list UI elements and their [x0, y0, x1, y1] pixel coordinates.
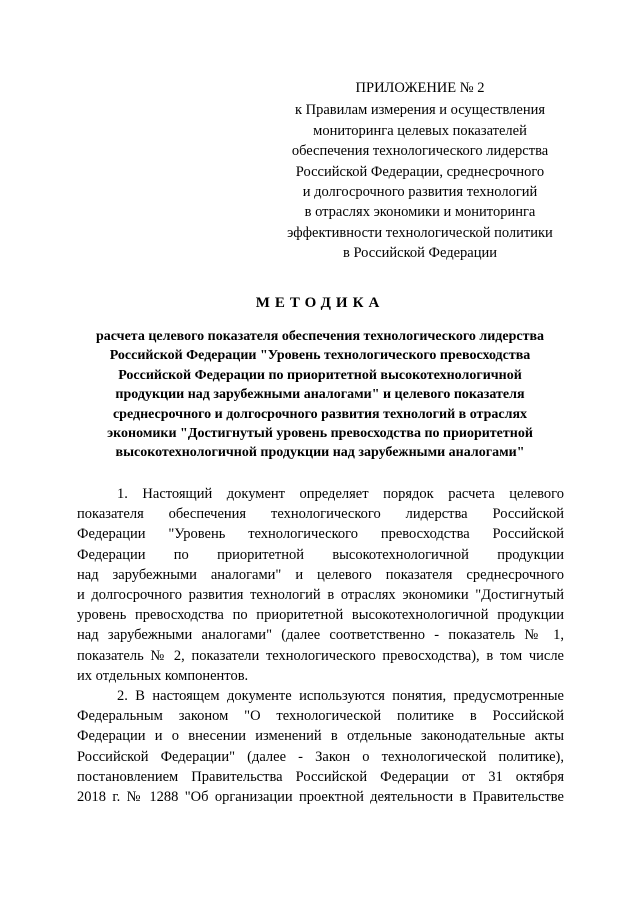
appendix-line: в Российской Федерации [342, 245, 498, 262]
subtitle-line: продукции над зарубежными аналогами" и целевого показателя [115, 387, 525, 403]
appendix-line: Российской Федерации, среднесрочного [295, 163, 545, 180]
paragraph-line: Федерации и о внесении изменений в отдельные законодательные акты [77, 728, 564, 745]
appendix-line: к Правилам измерения и осуществления [294, 102, 546, 119]
subtitle-line: Российской Федерации "Уровень технологического превосходства [109, 348, 531, 364]
appendix-line: эффективности технологической политики [287, 224, 553, 241]
subtitle-line: высокотехнологичной продукции над зарубежными аналогами" [115, 445, 525, 461]
appendix-block [270, 78, 570, 264]
document-subtitle [70, 327, 570, 463]
paragraph-line: Российской Федерации" (далее - Закон о технологической политике), [77, 748, 564, 765]
paragraph-line: над зарубежными аналогами" и целевого показателя среднесрочного [77, 566, 564, 583]
subtitle-line: среднесрочного и долгосрочного развития технологий в отраслях [112, 406, 528, 422]
paragraph-line: уровень превосходства по приоритетной высокотехнологичной продукции [77, 607, 564, 624]
paragraph-line: Федеральным законом "О технологической политике в Российской [77, 708, 564, 725]
appendix-line: мониторинга целевых показателей [313, 122, 527, 139]
subtitle-line: экономики "Достигнутый уровень превосходства по приоритетной [107, 426, 533, 442]
paragraph-line: и долгосрочного развития технологий в отраслях экономики "Достигнутый [77, 587, 564, 604]
paragraph-line: 2. В настоящем документе используются понятия, предусмотренные [117, 688, 564, 705]
paragraph-2 [77, 686, 564, 807]
paragraph-line: постановлением Правительства Российской Федерации от 31 октября [77, 768, 564, 785]
document-body [77, 484, 564, 807]
appendix-line: обеспечения технологического лидерства [291, 143, 549, 160]
paragraph-line: показателя обеспечения технологического лидерства Российской [77, 506, 564, 523]
paragraph-line: Федерации по приоритетной высокотехнологичной продукции [77, 546, 564, 563]
document-title: МЕТОДИКА [255, 295, 385, 311]
subtitle-line: Российской Федерации по приоритетной высокотехнологичной [118, 367, 522, 383]
appendix-line: в отраслях экономики и мониторинга [304, 204, 536, 221]
paragraph-line: показатель № 2, показатели технологического превосходства), в том числе [77, 647, 564, 664]
paragraph-line: их отдельных компонентов. [77, 667, 249, 684]
paragraph-line: 1. Настоящий документ определяет порядок расчета целевого [117, 486, 564, 502]
appendix-heading: ПРИЛОЖЕНИЕ № 2 [355, 80, 485, 96]
subtitle-line: расчета целевого показателя обеспечения технологического лидерства [95, 329, 545, 344]
paragraph-line: 2018 г. № 1288 "Об организации проектной деятельности в Правительстве [77, 789, 564, 806]
paragraph-line: Федерации "Уровень технологического превосходства Российской [77, 526, 564, 543]
appendix-line: и долгосрочного развития технологий [302, 184, 538, 201]
paragraph-line: над зарубежными аналогами" (далее соответственно - показатель № 1, [77, 627, 564, 644]
paragraph-1 [77, 484, 564, 686]
